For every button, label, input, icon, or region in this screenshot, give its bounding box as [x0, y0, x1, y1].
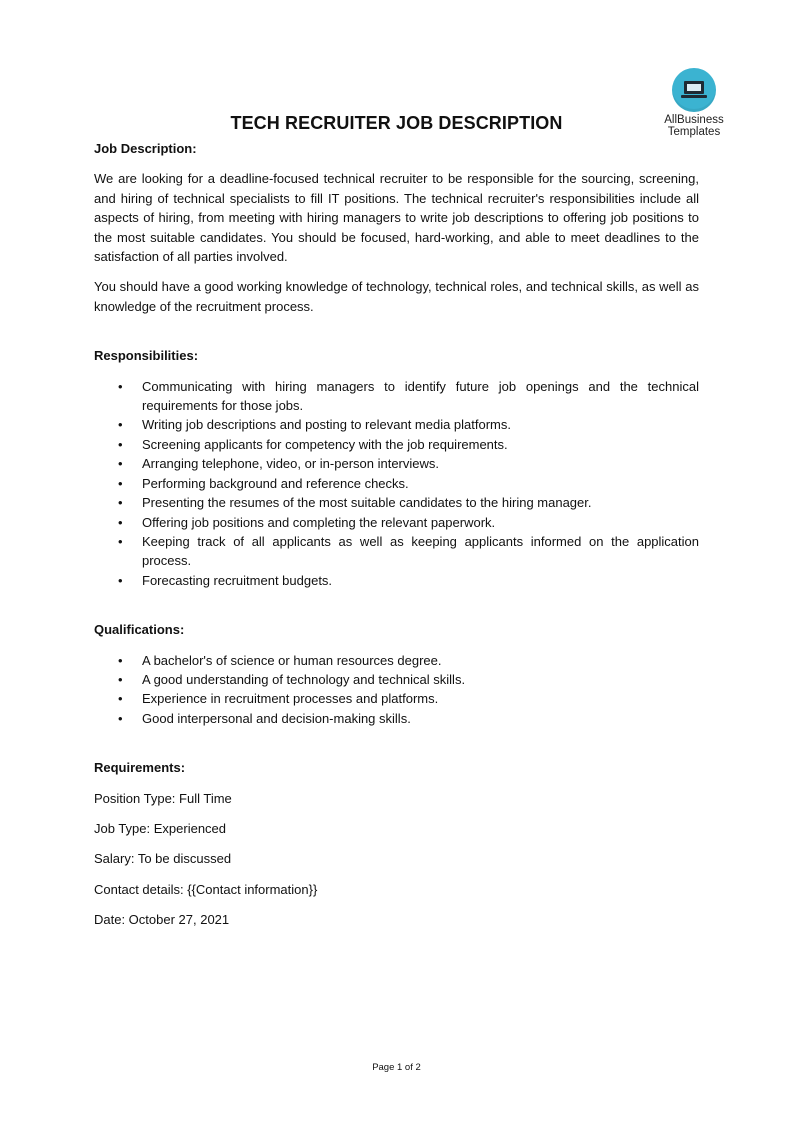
list-item: • Performing background and reference checks.: [94, 474, 699, 493]
list-item: • Keeping track of all applicants as well as keeping applicants informed on the application process.: [94, 532, 699, 571]
list-item: • A good understanding of technology and technical skills.: [94, 670, 699, 689]
qualifications-heading: Qualifications:: [94, 622, 185, 638]
list-item: • A bachelor's of science or human resources degree.: [94, 651, 699, 670]
logo-text-line2: Templates: [667, 126, 721, 138]
list-item: • Communicating with hiring managers to identify future job openings and the technical requirements for those jobs.: [94, 377, 699, 416]
list-item: • Arranging telephone, video, or in-person interviews.: [94, 454, 699, 473]
qualifications-list: [94, 651, 699, 729]
list-item: • Forecasting recruitment budgets.: [94, 571, 699, 590]
list-item: • Screening applicants for competency with the job requirements.: [94, 435, 699, 454]
position-type: Position Type: Full Time: [94, 790, 232, 806]
list-item: • Writing job descriptions and posting to relevant media platforms.: [94, 415, 699, 434]
list-item: • Offering job positions and completing the relevant paperwork.: [94, 513, 699, 532]
requirements-heading: Requirements:: [94, 760, 186, 776]
job-description-heading: Job Description:: [94, 141, 197, 156]
page-number: Page 1 of 2: [372, 1062, 421, 1073]
job-description-paragraph-2: You should have a good working knowledge of technology, technical roles, and technical skills, as well as knowledge of the recruitment process.: [94, 279, 699, 314]
document-body: [94, 139, 699, 930]
logo-text-line1: AllBusiness: [664, 114, 724, 126]
list-item: • Presenting the resumes of the most suitable candidates to the hiring manager.: [94, 493, 699, 512]
responsibilities-list: [94, 377, 699, 590]
laptop-icon: [672, 68, 716, 112]
salary: Salary: To be discussed: [94, 851, 232, 867]
job-description-paragraph-1: We are looking for a deadline-focused technical recruiter to be responsible for the sourcing, screening, and hiring of technical specialists to fill IT positions. The technical recruiter's responsibilities include all aspects of hiring, from meeting with hiring managers to write job descriptions to offering job positions to the most suitable candidates. You should be focused, hard-working, and able to meet deadlines to the satisfaction of all parties involved.: [94, 171, 699, 265]
contact-details: Contact details: {{Contact information}}: [94, 881, 318, 897]
page-title: TECH RECRUITER JOB DESCRIPTION: [230, 113, 563, 133]
job-type: Job Type: Experienced: [94, 820, 227, 836]
responsibilities-heading: Responsibilities:: [94, 348, 199, 364]
date: Date: October 27, 2021: [94, 912, 230, 928]
list-item: • Experience in recruitment processes and platforms.: [94, 689, 699, 708]
list-item: • Good interpersonal and decision-making skills.: [94, 709, 699, 728]
